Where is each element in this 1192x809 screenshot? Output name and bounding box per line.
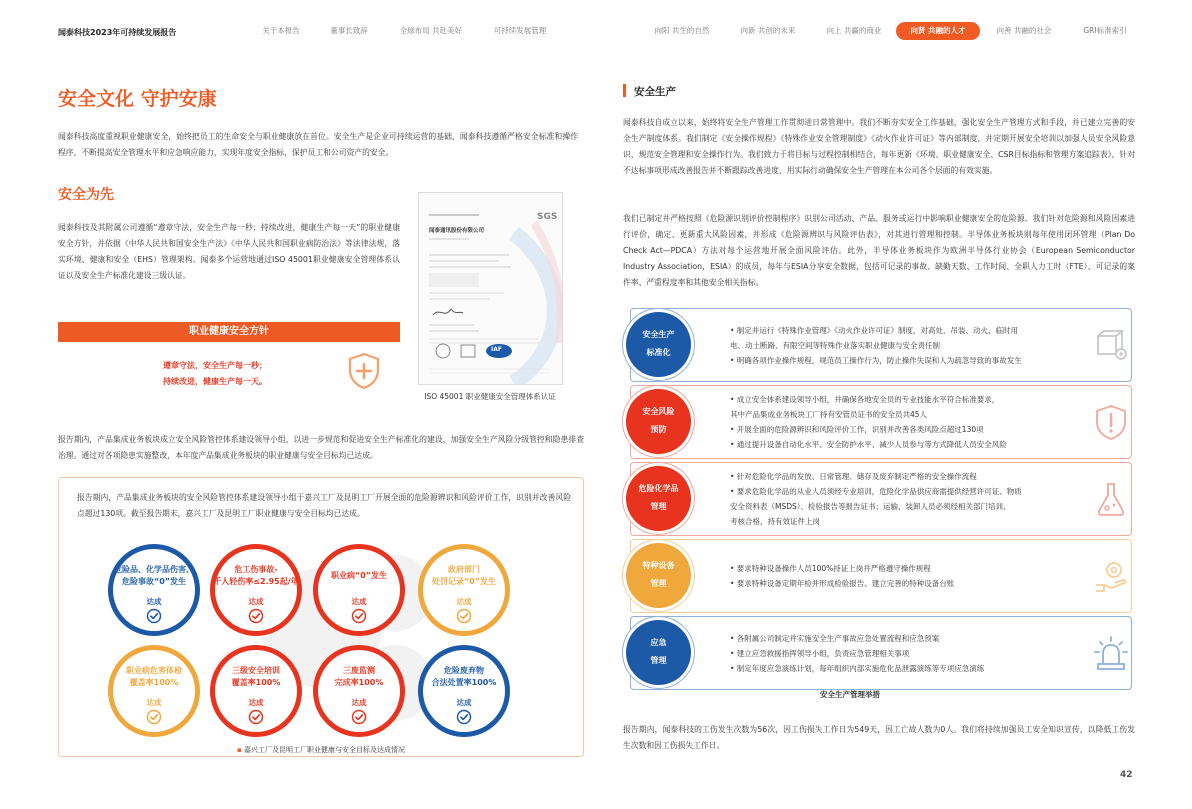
measure-bullet: • 制定年度应急演练计划，每年组织内部实施危化品泄露演练等专项应急演练: [730, 663, 985, 673]
policy-slogan-line1: 遵章守法，安全生产每一秒；: [163, 361, 267, 370]
check-circle-icon: [351, 709, 367, 725]
nav-item-future[interactable]: 向新 共创的未来: [740, 26, 796, 35]
target-status: 达成: [456, 597, 472, 606]
check-circle-icon: [351, 608, 367, 624]
iso-certificate-image: [418, 192, 563, 385]
measure-bullet: 考核合格，持有效证件上岗: [730, 517, 820, 526]
measure-bullet: • 针对危险化学品的发放、日常管理、储存及废弃制定严格的安全操作流程: [730, 472, 977, 481]
safety-paragraph: 闻泰科技及其附属公司遵循“遵章守法，安全生产每一秒；持续改进，健康生产每一天”的职业健康安全方针，并依据《中华人民共和国安全生产法》《中华人民共和国职业病防治法》等法律法规，落实环境、健康和安全（EHS）管理架构。闻泰多个运营地通过ISO 45001职业健康安全管理体系认证以及安全生产标准化建设三级认证。: [58, 223, 400, 280]
target-label-2: 合法处置率100%: [431, 678, 497, 687]
measure-badge-label-1: 应急: [650, 638, 667, 647]
target-circle: [418, 544, 510, 636]
section-title: 安全生产: [634, 86, 676, 98]
page-number: 42: [1120, 770, 1133, 780]
target-label-2: 处罚记录“0”发生: [431, 577, 497, 586]
iaf-logo: IAF: [491, 346, 502, 353]
measure-bullet: 其中产品集成业务板块工厂持有安管员证书的安全员共45人: [730, 410, 928, 419]
target-status: 达成: [351, 597, 367, 606]
measure-badge: [626, 543, 691, 608]
target-circle: [210, 645, 302, 737]
measure-badge-label-1: 安全风险: [642, 407, 675, 416]
measure-bullet: 电、动土断路、有限空间等特殊作业落实职业健康与安全责任制: [730, 340, 940, 350]
production-paragraph-1: 闻泰科技自成立以来，始终将安全生产管理工作贯彻进日常管理中。我们不断夯实安全工作基础，强化安全生产管理方式和手段，并已建立完善的安全生产制度体系。我们制定《安全操作规程》《特殊作业安全管理制度》《动火作业许可证》等内部制度，并定期开展安全培训以加强人员安全风险意识，规范安全管理和安全操作行为。我们致力于将目标与过程控制相结合，每年更新《环境、职业健康安全、CSR目标指标和管理方案追踪表》，针对不达标事项形成改善报告并不断跟踪改善进度，用实际行动确保安全生产管理在本公司各个层面的有效实施。: [623, 118, 1135, 175]
target-status: 达成: [248, 698, 264, 707]
measure-badge: [626, 312, 691, 377]
target-label-1: 职业病“0”发生: [330, 571, 388, 580]
target-label-1: 危险品、化学品伤害、: [114, 565, 194, 574]
nav-item-society[interactable]: 向善 共融的社会: [996, 26, 1052, 35]
targets-caption-text: 嘉兴工厂及昆明工厂职业健康与安全目标及达成情况: [243, 746, 405, 754]
measure-bullet: • 制定并运行《特殊作业管理》《动火作业许可证》制度，对高处、吊装、动火、临时用: [730, 325, 1019, 335]
measure-bullet: • 要求特种设备操作人员100%持证上岗并严格遵守操作规程: [730, 564, 931, 573]
nav-item-chairman[interactable]: 董事长致辞: [330, 26, 368, 35]
target-label-1: 危险废弃物: [444, 666, 484, 675]
target-status: 达成: [146, 597, 162, 606]
nav-item-sustainability[interactable]: 可持续发展管理: [493, 26, 547, 35]
production-paragraph-2: 我们已制定并严格按照《危险源识别评价控制程序》识别公司活动、产品、服务或运行中影响职业健康安全的危险源。我们针对危险源和风险因素进行评价，确定、更新重大风险因素，并形成《危险源辨识与风险评估表》，对其进行管理和控制。半导体业务板块则每年使用闭环管理（Plan Do Check Act—PDCA）方法对每个运营地开展全面风险评估。此外，半导体业务板块作为欧洲半导体行业协会（European Semiconductor Industry Association，ESIA）的成员，每年与ESIA分享安全数据，包括可记录的事故、缺勤天数、工作时间、全职人力工时（FTE）、可记录的案件率、严重程度率和其他安全相关指标。: [623, 214, 1135, 287]
target-label-1: 职业病危害体检: [126, 666, 182, 675]
measure-badge-label-2: 管理: [650, 656, 667, 665]
target-status: 达成: [351, 698, 367, 707]
period-paragraph: 报告期内，产品集成业务板块成立安全风险管控体系建设领导小组，以进一步规范和促进安全生产标准化的建设，加强安全生产风险分级管控和隐患排查治理。通过对各项隐患实施整改，本年度产品集成业务板块的职业健康与安全目标均已达成。: [58, 435, 584, 460]
measure-badge-label-1: 特种设备: [642, 561, 675, 570]
page-title: 安全文化 守护安康: [58, 88, 217, 110]
measure-badge: [626, 466, 691, 531]
section-subtitle: 安全为先: [58, 187, 114, 203]
target-label-1: 三废监测: [343, 666, 375, 675]
cube-gear-icon: [1092, 326, 1130, 364]
page-header: [0, 0, 1192, 62]
measure-badge-label-2: 标准化: [646, 348, 671, 357]
measure-badge: [626, 620, 691, 685]
nav-item-gri[interactable]: GRI标准索引: [1083, 26, 1127, 35]
target-label-1: 危工伤事故-: [234, 565, 278, 574]
policy-title-bar: 职业健康安全方针: [58, 322, 400, 342]
flask-icon: [1092, 480, 1130, 518]
measure-badge-label-2: 管理: [650, 579, 667, 588]
target-label-2: 覆盖率100%: [129, 678, 179, 687]
target-circle: [210, 544, 302, 636]
nav-item-about[interactable]: 关于本报告: [262, 26, 300, 35]
target-circle: [108, 544, 200, 636]
target-circle: [313, 645, 405, 737]
gear-hand-icon: [1092, 557, 1130, 595]
measure-badge: [626, 389, 691, 454]
measure-badge-label-1: 危险化学品: [638, 484, 679, 493]
alarm-light-icon: [1092, 634, 1130, 672]
closing-paragraph: 报告期内，闻泰科技的工伤发生次数为56次，因工伤损失工作日为549天，因工亡故人数为0人。我们将持续加强员工安全知识宣传，以降低工伤发生次数和因工伤损失工作日。: [623, 725, 1135, 750]
target-status: 达成: [146, 698, 162, 707]
target-label-2: 完成率100%: [334, 678, 384, 687]
measure-bullet: • 要求危险化学品的从业人员须经专业培训，危险化学品供应商需提供经营许可证、物质: [730, 487, 1022, 496]
target-label-2: 千人轻伤率≤2.95起/年: [213, 577, 299, 586]
measure-bullet: • 要求特种设备定期年检并形成检验报告、建立完善的特种设备台账: [730, 579, 955, 588]
nav-item-business[interactable]: 向上 共赢的商业: [826, 26, 882, 35]
cert-company-name: 闻泰通讯股份有限公司: [429, 228, 485, 234]
check-circle-icon: [248, 709, 264, 725]
check-circle-icon: [248, 608, 264, 624]
sgs-logo: SGS: [537, 212, 558, 222]
nav-item-talent[interactable]: 向贤 共融的人才: [896, 22, 980, 40]
check-circle-icon: [146, 709, 162, 725]
measure-bullet: • 建立应急救援指挥领导小组，负责应急管理相关事项: [730, 648, 910, 658]
targets-caption: [215, 745, 427, 755]
measures-caption: 安全生产管理举措: [820, 690, 880, 699]
target-label-2: 危险事故“0”发生: [121, 577, 187, 586]
measure-bullet: 安全资料表（MSDS）、检验报告等报告证书；运输、装卸人员必须经相关部门培训、: [730, 502, 1011, 511]
target-circle: [313, 544, 405, 636]
section-marker: [623, 84, 626, 97]
check-circle-icon: [146, 608, 162, 624]
target-status: 达成: [248, 597, 264, 606]
intro-paragraph: 闻泰科技高度重视职业健康安全，始终把员工的生命安全与职业健康放在首位。安全生产是企业可持续运营的基础，闻泰科技遵循严格安全标准和操作程序，不断提高安全管理水平和应急响应能力，实现年度安全指标，保护员工和公司资产的安全。: [58, 132, 578, 157]
measure-bullet: • 通过提升设备自动化水平、安全防护水平、减少人员参与等方式降低人员安全风险: [730, 440, 1007, 449]
measure-badge-label-2: 管理: [650, 502, 667, 511]
target-status: 达成: [456, 698, 472, 707]
nav-item-nature[interactable]: 向阳 共生的自然: [654, 26, 710, 35]
measure-badge-label-1: 安全生产: [642, 330, 675, 339]
check-circle-icon: [456, 709, 472, 725]
caption-marker: ▪: [237, 746, 242, 754]
measure-badge-label-2: 预防: [650, 425, 667, 434]
shield-plus-icon: [346, 352, 382, 390]
target-label-2: 覆盖率100%: [231, 678, 281, 687]
target-circle: [418, 645, 510, 737]
target-label-1: 政府部门: [448, 565, 480, 574]
check-circle-icon: [456, 608, 472, 624]
shield-alert-icon: [1092, 403, 1130, 441]
measure-bullet: • 开展全面的危险源辨识和风险评价工作，识别并改善各类风险点超过130项: [730, 425, 984, 434]
measure-bullet: • 成立安全体系建设领导小组，并确保各地安全员的专业技能水平符合标准要求，: [730, 395, 1000, 404]
certificate-caption: ISO 45001 职业健康安全管理体系认证: [424, 392, 556, 401]
measure-bullet: • 各附属公司制定并实施安全生产事故应急处置流程和应急预案: [730, 633, 940, 643]
nav-item-global[interactable]: 全球布局 共赴美好: [399, 26, 463, 35]
measure-bullet: • 明确各项作业操作规程，规范员工操作行为，防止操作失误和人为疏忽导致的事故发生: [730, 355, 1022, 365]
target-label-1: 三级安全培训: [232, 666, 280, 675]
box-paragraph: 报告期内，产品集成业务板块的安全风险管控体系建设领导小组于嘉兴工厂及昆明工厂开展全面的危险源辨识和风险评价工作，识别并改善风险点超过130项。截至报告期末，嘉兴工厂及昆明工厂职业健康与安全目标均已达成。: [77, 493, 571, 518]
report-title: 闻泰科技2023年可持续发展报告: [58, 28, 177, 37]
target-circle: [108, 645, 200, 737]
policy-slogan-line2: 持续改进，健康生产每一天。: [163, 377, 267, 386]
